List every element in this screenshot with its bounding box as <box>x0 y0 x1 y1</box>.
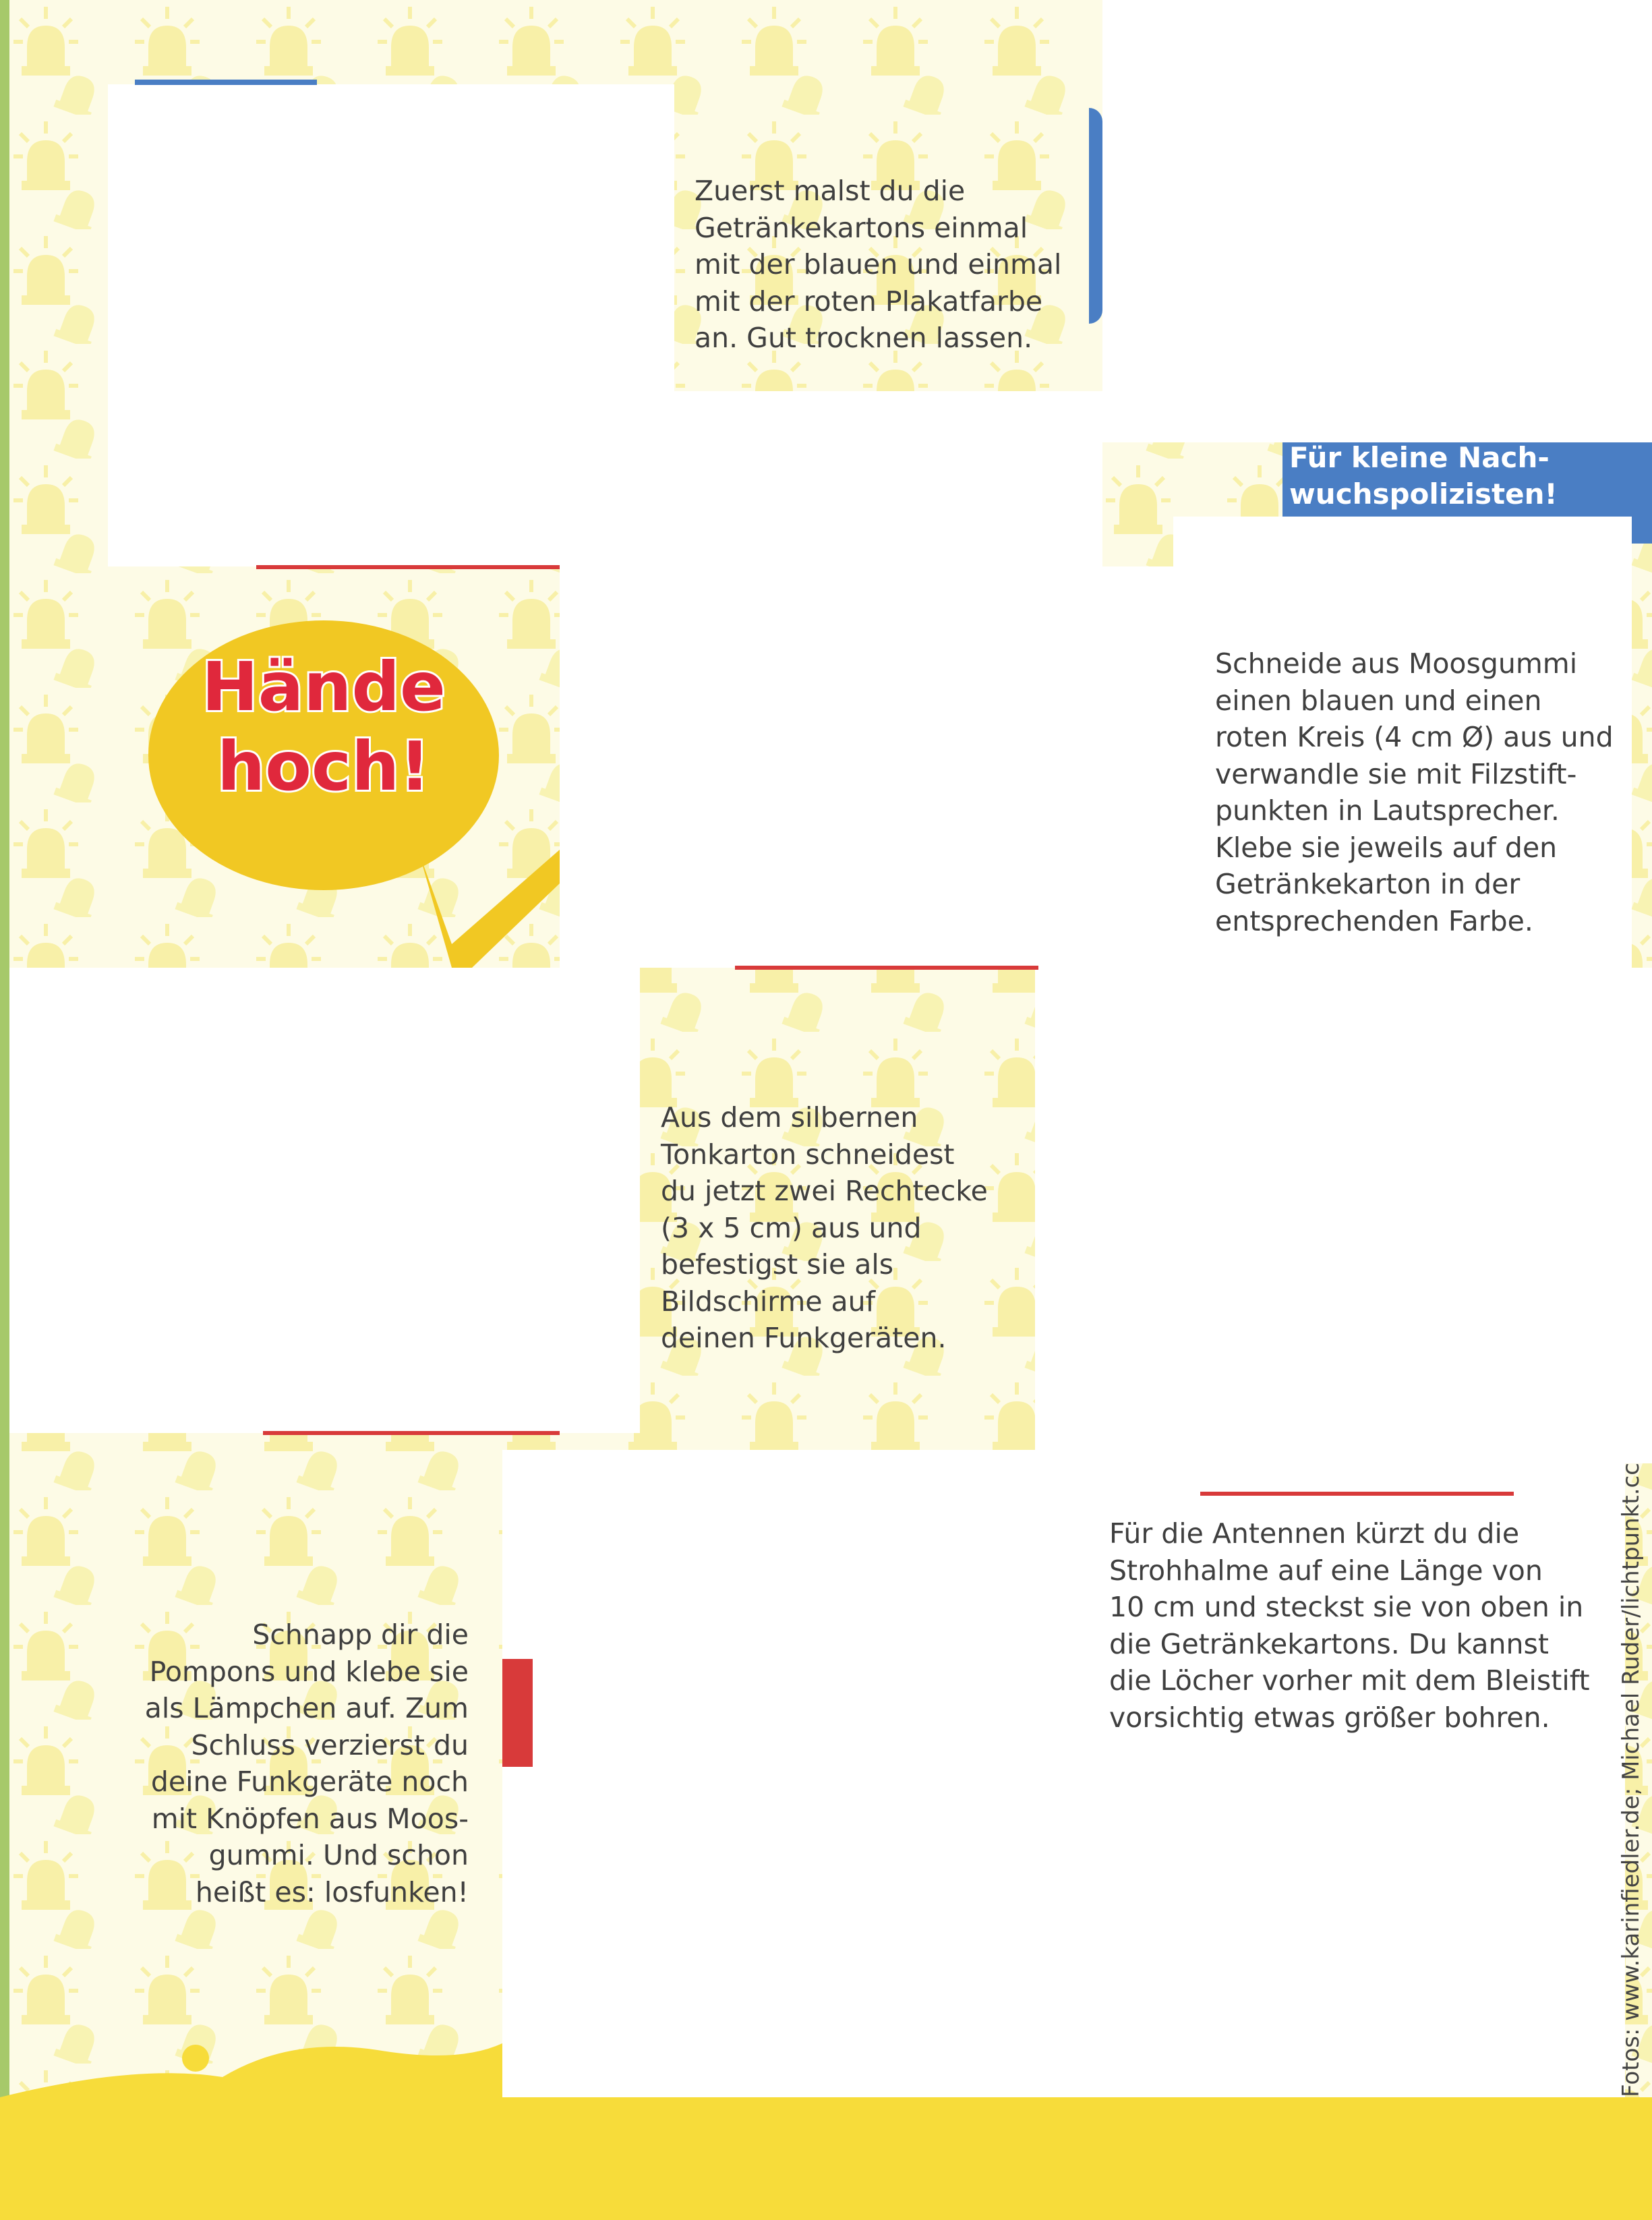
speech-bubble-panel <box>135 566 560 968</box>
page-title: Für kleine Nach- wuchspolizisten! <box>1289 441 1558 510</box>
bottom-hill-decoration <box>0 2023 502 2158</box>
photo-area-top-left <box>108 84 674 566</box>
step1-text: Zuerst malst du die Getränkekartons einmal mit der blauen und einmal mit der roten Plakatfarbe an. Gut trocknen lassen. <box>695 175 1062 354</box>
photo-area-middle-center <box>560 566 1234 968</box>
red-rule-step4 <box>1200 1492 1514 1496</box>
left-edge-strip <box>0 0 9 2220</box>
step5-text: Schnapp dir die Pompons und klebe sie als Lämpchen auf. Zum Schluss verzierst du deine Funkgeräte noch mit Knöpfen aus Moos- gummi. Und schon heißt es: losfunken! <box>144 1618 469 1908</box>
red-accent-step5 <box>502 1659 533 1767</box>
blue-accent-top-left <box>135 80 317 85</box>
photo-area-top-middle-strip <box>674 391 1102 566</box>
photo-credit: Fotos: www.karinfiedler.de; Michael Ruder/lichtpunkt.cc <box>1618 1463 1645 2097</box>
blue-accent-step1 <box>1089 108 1102 324</box>
step4-text: Für die Antennen kürzt du die Strohhalme auf eine Länge von 10 cm und steckst sie von oben in die Getränkekartons. Du kannst die Löcher vorher mit dem Bleistift vorsichtig etwas größer bohren. <box>1109 1517 1590 1734</box>
red-rule-step3 <box>735 966 1038 970</box>
photo-area-bottom-center <box>502 1450 1106 2161</box>
step2-text: Schneide aus Moosgummi einen blauen und einen roten Kreis (4 cm Ø) aus und verwandle sie mit Filzstift- punkten in Lautsprecher. Klebe sie jeweils auf den Getränkekarton in der entsprechenden Farbe. <box>1215 647 1614 937</box>
photo-area-middle-right <box>1035 968 1652 1463</box>
blue-accent-right <box>1632 517 1652 544</box>
red-rule-step5 <box>263 1431 560 1435</box>
step3-text: Aus dem silbernen Tonkarton schneidest du jetzt zwei Rechtecke (3 x 5 cm) aus und befestigst sie als Bildschirme auf deinen Funkgeräten. <box>661 1101 988 1354</box>
photo-area-middle-left <box>9 968 640 1433</box>
speech-bubble-text: Hände hoch! <box>202 647 446 806</box>
photo-area-top-right <box>1102 0 1652 442</box>
